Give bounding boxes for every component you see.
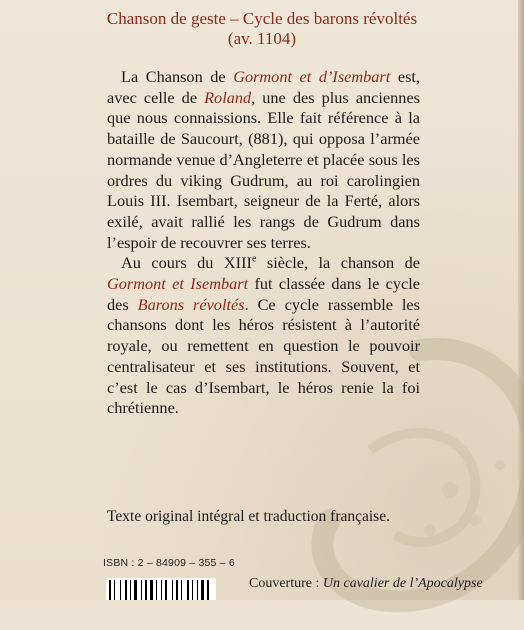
barcode-bar [150,580,153,600]
barcode-bar [125,580,127,600]
barcode-bar [192,580,193,600]
barcode-bar [161,580,162,600]
cover-credit-label: Couverture : [249,576,323,591]
barcode-bar [145,580,147,600]
title-barons-revoltes: Barons révoltés [137,294,245,314]
barcode-bar [172,580,173,600]
barcode-bar [130,580,131,600]
barcode-bar [156,580,157,600]
barcode-bar [134,580,137,600]
text-run: , une des plus anciennes que nous connaissions. Elle fait référence à la bataille de Saucourt, (881), qui opposa l’armée normande venue d’Angleterre et placée sous les ordres du viking Gudrum, au roi carolingien Louis III. Isembart, seigneur de la Ferté, alors exilé, avait rallié les rangs de Gudrum dans l’espoir de recouvrer ses terres. [107,87,421,252]
text-run: . Ce cycle rassemble les chansons dont les héros résistent à l’autorité royale, ou remettent en question le pouvoir centralisateur et ses institutions. Souvent, et c’est le cas d’Isembart, le héros renie la foi chrétienne. [107,294,420,418]
blurb-text [107,67,420,419]
blurb-paragraph-2 [107,253,420,419]
century-superscript: e [251,253,257,265]
barcode-bar [141,580,142,600]
text-run: siècle, la chanson de [256,253,420,273]
edition-note: Texte original intégral et traduction française. [107,508,390,525]
barcode-bar [201,580,204,600]
blurb-paragraph-1 [107,67,420,253]
barcode-bar [109,580,111,600]
date-subtitle: (av. 1104) [227,29,297,48]
barcode-bar [181,580,182,600]
barcode-bar [176,580,178,600]
barcode [106,578,216,600]
barcode-bar [187,580,189,600]
text-run: Au cours du XIII [121,253,252,273]
barcode-bar [120,580,121,600]
barcode-bar [165,580,167,600]
cover-credit [249,575,519,592]
barcode-bar [114,580,115,600]
title-roland: Roland [204,87,252,107]
text-run: fut classée dans le cycle des [107,274,420,314]
title-gormont-isembart-2: Gormont et Isembart [107,274,249,294]
barcode-bar [197,580,198,600]
barcode-bar [207,580,209,600]
isbn-number: ISBN : 2 – 84909 – 355 – 6 [103,557,235,569]
text-run: La Chanson de [121,67,234,86]
title-gormont-isembart: Gormont et d’Isembart [233,67,391,86]
cover-credit-title: Un cavalier de l’Apocalypse [322,576,483,591]
text-run: est, avec celle de [107,67,421,107]
series-subtitle: Chanson de geste – Cycle des barons révoltés [106,9,418,28]
